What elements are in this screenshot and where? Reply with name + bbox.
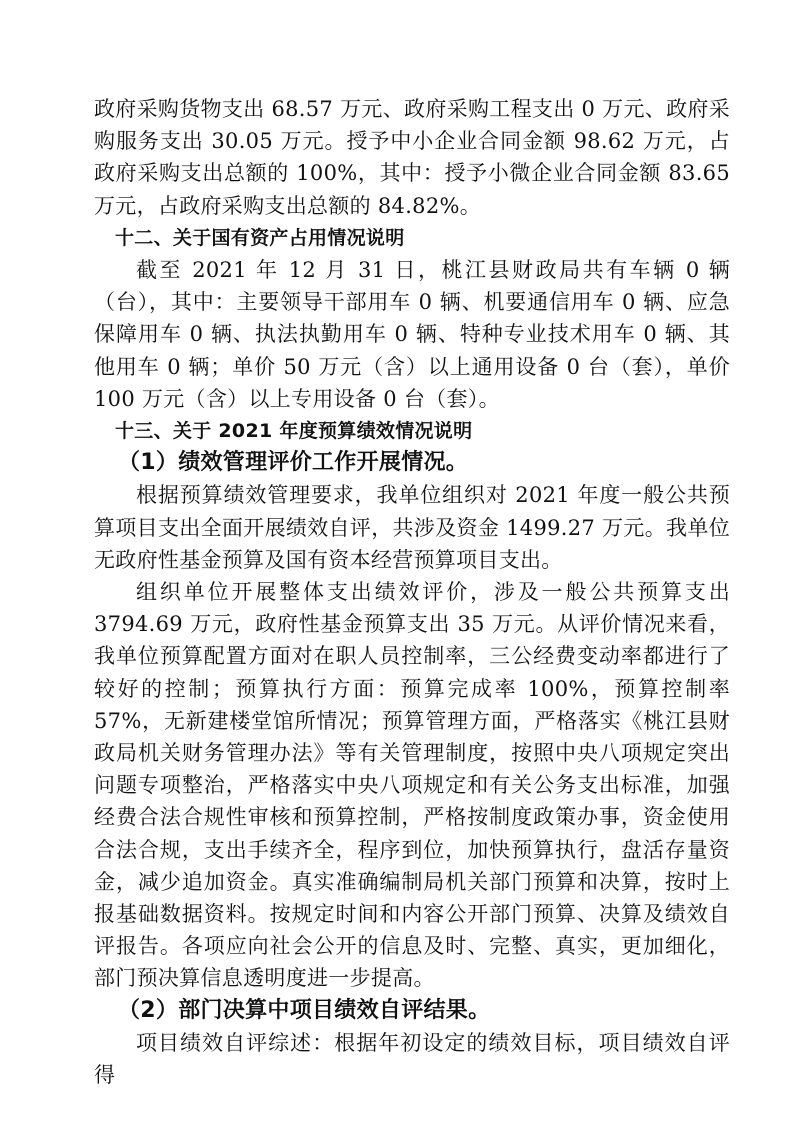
section-heading-13: 十三、关于 2021 年度预算绩效情况说明: [115, 420, 473, 443]
paragraph-procurement: 政府采购货物支出 68.57 万元、政府采购工程支出 0 万元、政府采购服务支出 30.05 万元。授予中小企业合同金额 98.62 万元，占政府采购支出总额的 100%，其中：授予小微企业合同金额 83.65 万元，占政府采购支出总额的 84.82%。: [94, 97, 730, 218]
paragraph-project-summary: 项目绩效自评综述：根据年初设定的绩效目标，项目绩效自评得: [94, 1030, 730, 1088]
section-heading-12: 十二、关于国有资产占用情况说明: [115, 226, 405, 249]
subheading-1: （1）绩效管理评价工作开展情况。: [118, 450, 469, 476]
paragraph-overall-evaluation: 组织单位开展整体支出绩效评价，涉及一般公共预算支出 3794.69 万元，政府性基金预算支出 35 万元。从评价情况来看，我单位预算配置方面对在职人员控制率，三公经费变动率都进行了较好的控制；预算执行方面：预算完成率 100%，预算控制率 57%，无新建楼堂馆所情况；预算管理方面，严格落实《桃江县财政局机关财务管理办法》等有关管理制度，按照中央八项规定突出问题专项整治，严格落实中央八项规定和有关公务支出标准，加强经费合法合规性审核和预算控制，严格按制度政策办事，资金使用合法合规，支出手续齐全，程序到位，加快预算执行，盘活存量资金，减少追加资金。真实准确编制局机关部门预算和决算，按时上报基础数据资料。按规定时间和内容公开部门预算、决算及绩效自评报告。各项应向社会公开的信息及时、完整、真实，更加细化，部门预决算信息透明度进一步提高。: [94, 580, 730, 991]
paragraph-assets: 截至 2021 年 12 月 31 日，桃江县财政局共有车辆 0 辆（台），其中：主要领导干部用车 0 辆、机要通信用车 0 辆、应急保障用车 0 辆、执法执勤用车 0 辆、特种专业技术用车 0 辆、其他用车 0 辆；单价 50 万元（含）以上通用设备 0 台（套），单价 100 万元（含）以上专用设备 0 台（套）。: [94, 258, 730, 411]
paragraph-self-evaluation: 根据预算绩效管理要求，我单位组织对 2021 年度一般公共预算项目支出全面开展绩效自评，共涉及资金 1499.27 万元。我单位无政府性基金预算及国有资本经营预算项目支出。: [94, 483, 730, 572]
document-page: [94, 93, 730, 1091]
subheading-2: （2）部门决算中项目绩效自评结果。: [118, 997, 491, 1023]
